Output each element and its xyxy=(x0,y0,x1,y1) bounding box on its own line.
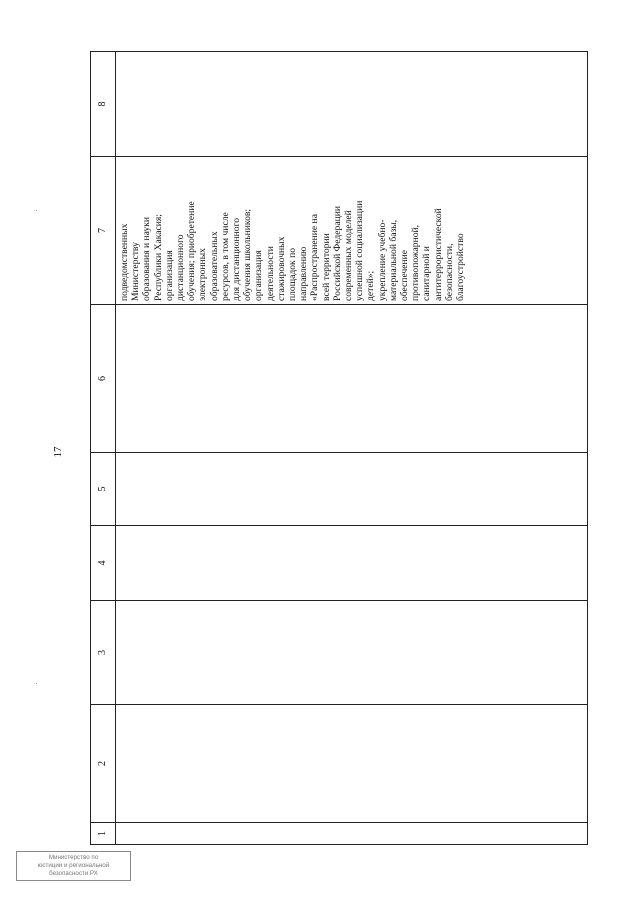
column-header: 4 xyxy=(91,526,116,601)
column-header: 7 xyxy=(91,157,116,305)
scan-speck xyxy=(36,210,37,211)
column-header: 8 xyxy=(91,52,116,157)
registration-stamp xyxy=(16,851,131,881)
table-cell: подведомственных Министерству образования и науки Республики Хакасия; организация дистанционного обучения; приобретение электронных образовательных ресурсов, в том числе для дистанционного обучения школьников; организация деятельности стажировочных площадок по направлению «Распространение на всей территории Российской Федерации современных моделей успешной социализации детей»; укрепление учебно- материальной базы, обеспечение противопожарной, санитарной и антитеррористической безопасности, благоустройство xyxy=(116,157,588,305)
page-number: 17 xyxy=(52,446,64,458)
column-header: 5 xyxy=(91,453,116,526)
stamp-line: безопасности РХ xyxy=(49,870,98,877)
column-header: 2 xyxy=(91,705,116,823)
stamp-line: Министерство по xyxy=(48,854,99,861)
table-cell xyxy=(116,601,588,705)
table-row xyxy=(116,52,588,845)
table-cell xyxy=(116,823,588,845)
table-cell xyxy=(116,52,588,157)
column-header: 1 xyxy=(91,823,116,845)
column-header: 3 xyxy=(91,601,116,705)
stamp-line: юстиции и региональной xyxy=(37,862,110,869)
data-table xyxy=(90,51,588,845)
table-cell xyxy=(116,526,588,601)
column-header: 6 xyxy=(91,305,116,453)
table-cell xyxy=(116,305,588,453)
scan-speck xyxy=(36,683,37,684)
table-container xyxy=(90,52,587,845)
table-cell xyxy=(116,453,588,526)
header-row xyxy=(91,52,116,845)
table-cell xyxy=(116,705,588,823)
